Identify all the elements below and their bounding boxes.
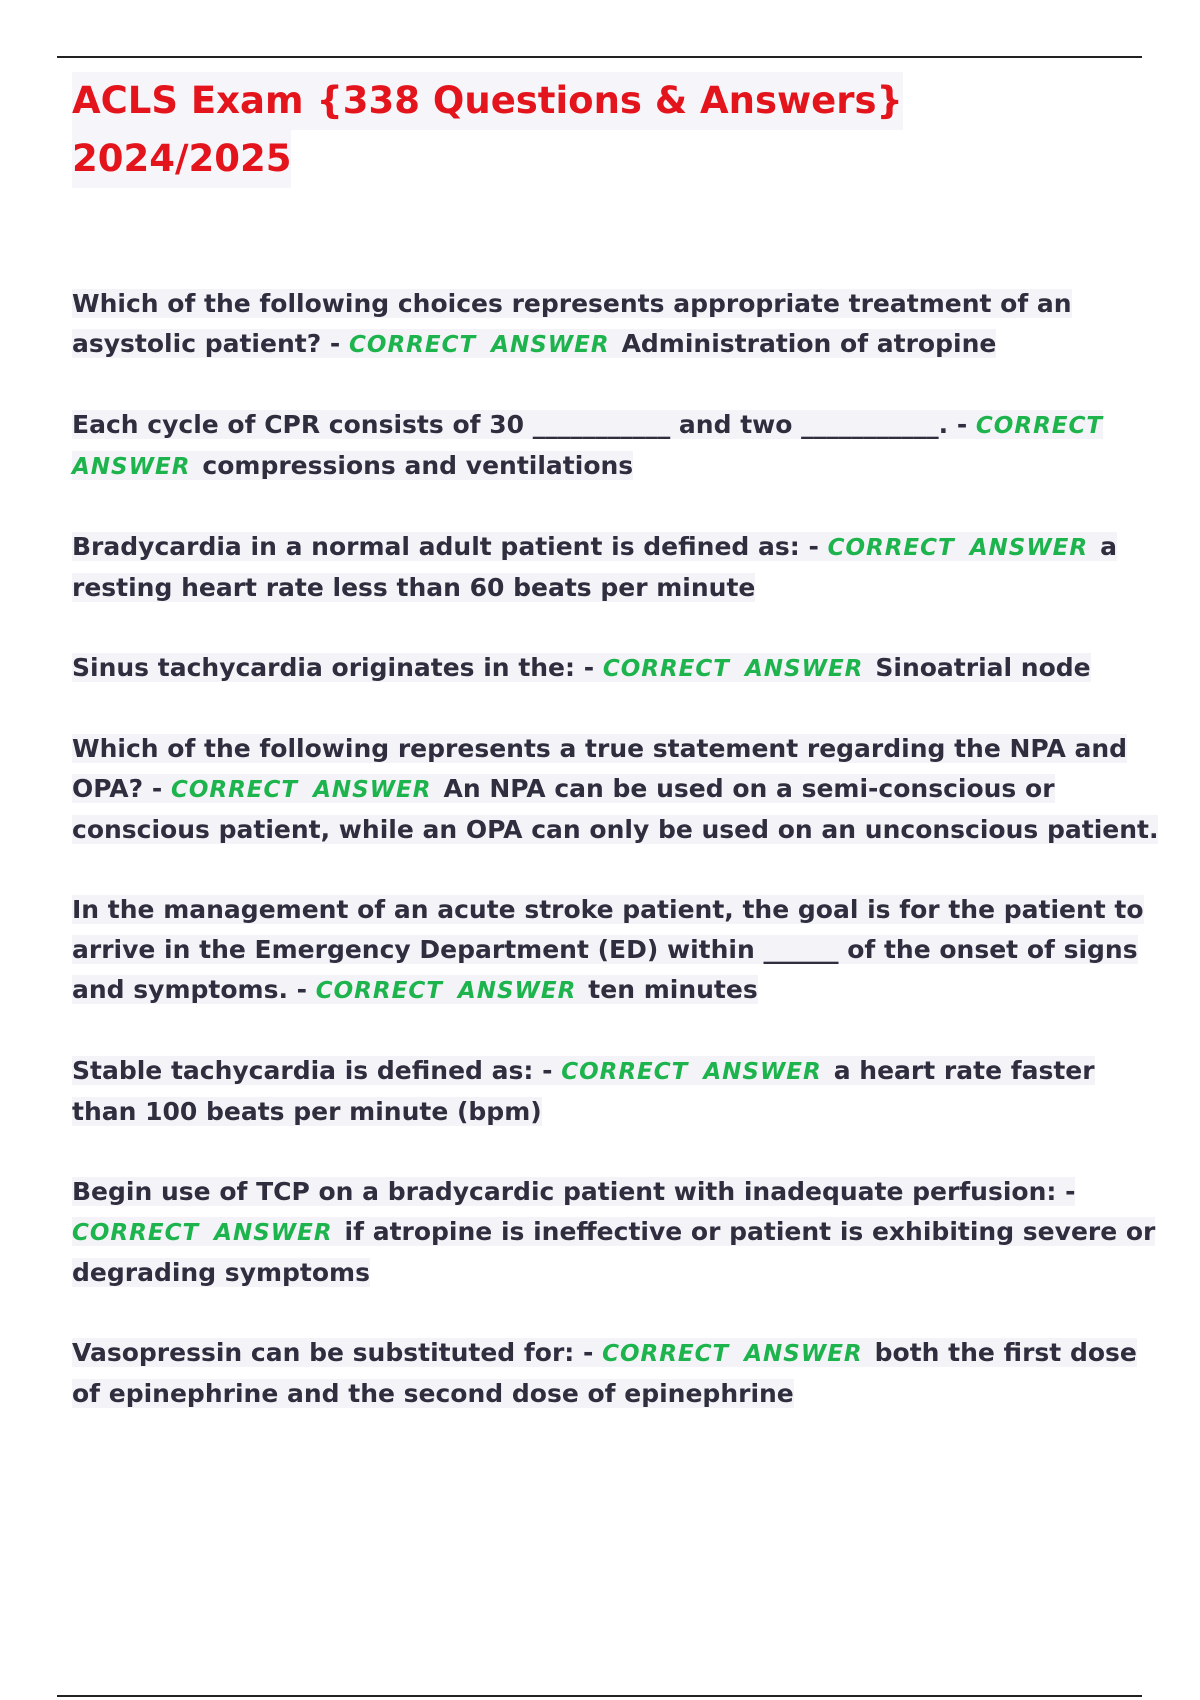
question-text: Each cycle of CPR consists of 30 ___________ and two ___________. - bbox=[72, 410, 968, 439]
answer-text: ten minutes bbox=[588, 975, 758, 1004]
qa-item bbox=[72, 1172, 1162, 1293]
qa-item bbox=[72, 527, 1162, 608]
correct-answer-label: CORRECT ANSWER bbox=[72, 413, 1104, 480]
question-text: Which of the following choices represents appropriate treatment of an asystolic patient? - bbox=[72, 289, 1072, 358]
correct-answer-label: CORRECT ANSWER bbox=[602, 656, 864, 682]
correct-answer-label: CORRECT ANSWER bbox=[602, 1341, 863, 1367]
answer-text: a heart rate faster than 100 beats per minute (bpm) bbox=[72, 1056, 1095, 1126]
correct-answer-label: CORRECT ANSWER bbox=[72, 1220, 333, 1246]
qa-item bbox=[72, 890, 1162, 1011]
correct-answer-label: CORRECT ANSWER bbox=[827, 535, 1089, 561]
correct-answer-label: CORRECT ANSWER bbox=[561, 1059, 822, 1085]
qa-item bbox=[72, 1333, 1162, 1414]
question-text: Sinus tachycardia originates in the: - bbox=[72, 653, 595, 682]
question-text: In the management of an acute stroke patient, the goal is for the patient to arrive in the Emergency Department (ED) within ______ of the onset of signs and symptoms. - bbox=[72, 895, 1144, 1004]
correct-answer-label: CORRECT ANSWER bbox=[315, 978, 577, 1004]
question-text: Bradycardia in a normal adult patient is defined as: - bbox=[72, 532, 819, 561]
question-text: Stable tachycardia is defined as: - bbox=[72, 1056, 553, 1085]
title-line-1: ACLS Exam {338 Questions & Answers} bbox=[72, 72, 903, 130]
correct-answer-label: CORRECT ANSWER bbox=[170, 777, 432, 803]
answer-text: An NPA can be used on a semi-conscious or conscious patient, while an OPA can only be used on an unconscious patient. bbox=[72, 774, 1159, 844]
qa-list bbox=[72, 284, 1162, 1454]
correct-answer-label: CORRECT ANSWER bbox=[349, 332, 610, 358]
answer-text: a resting heart rate less than 60 beats per minute bbox=[72, 532, 1117, 602]
question-text: Which of the following represents a true statement regarding the NPA and OPA? - bbox=[72, 734, 1128, 803]
qa-item bbox=[72, 648, 1162, 689]
bottom-rule bbox=[57, 1695, 1142, 1697]
top-rule bbox=[57, 56, 1142, 58]
answer-text: both the first dose of epinephrine and the second dose of epinephrine bbox=[72, 1338, 1137, 1408]
answer-text: Sinoatrial node bbox=[875, 653, 1091, 682]
qa-item bbox=[72, 729, 1162, 850]
question-text: Vasopressin can be substituted for: - bbox=[72, 1338, 594, 1367]
answer-text: if atropine is ineffective or patient is exhibiting severe or degrading symptoms bbox=[72, 1217, 1156, 1287]
document-title bbox=[72, 72, 1072, 188]
qa-item bbox=[72, 284, 1162, 365]
qa-item bbox=[72, 405, 1162, 487]
answer-text: compressions and ventilations bbox=[202, 451, 634, 480]
answer-text: Administration of atropine bbox=[621, 329, 997, 358]
qa-item bbox=[72, 1051, 1162, 1132]
question-text: Begin use of TCP on a bradycardic patient with inadequate perfusion: - bbox=[72, 1177, 1076, 1206]
title-line-2: 2024/2025 bbox=[72, 130, 291, 188]
